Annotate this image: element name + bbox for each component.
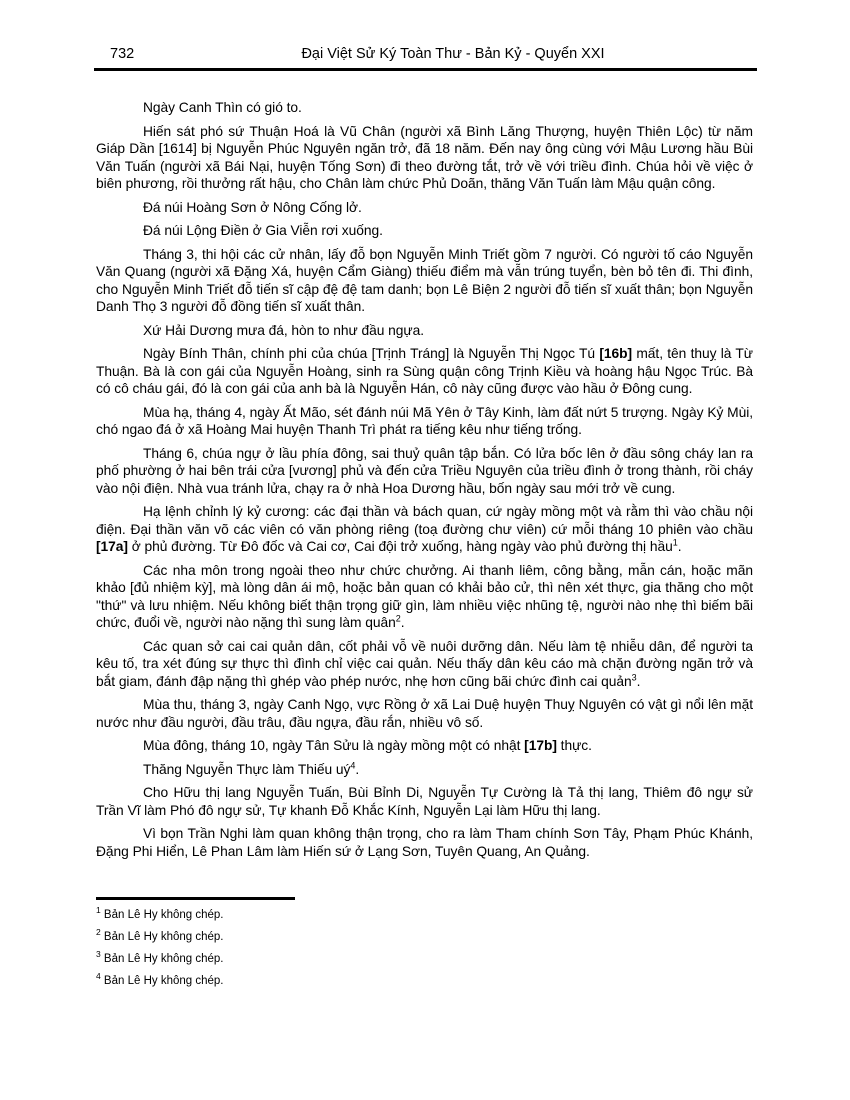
- footnote: [96, 927, 756, 944]
- text-run: Mùa thu, tháng 3, ngày Canh Ngọ, vực Rồng ở xã Lai Duệ huyện Thuỵ Nguyên có vật gì nổi lên mặt nước như đầu người, đầu trâu, đầu ngựa, đầu rắn, nhiều vô số.: [96, 697, 753, 730]
- document-body: [96, 99, 753, 866]
- paragraph: [96, 404, 753, 439]
- text-run: Mùa đông, tháng 10, ngày Tân Sửu là ngày mồng một có nhật: [143, 738, 525, 753]
- text-run: Đá núi Lộng Điền ở Gia Viễn rơi xuống.: [143, 223, 383, 238]
- text-run: Vì bọn Trần Nghi làm quan không thận trọng, cho ra làm Tham chính Sơn Tây, Phạm Phúc Khánh, Đặng Phi Hiển, Lê Phan Lâm làm Hiến sứ ở Lạng Sơn, Tuyên Quang, An Quảng.: [96, 826, 753, 859]
- paragraph: [96, 123, 753, 193]
- footnote-ref: 3: [631, 671, 637, 682]
- text-run: Đá núi Hoàng Sơn ở Nông Cống lở.: [143, 199, 362, 215]
- text-run: .: [677, 539, 682, 554]
- text-run: .: [400, 615, 405, 630]
- paragraph: [96, 445, 753, 498]
- paragraph: [96, 345, 753, 398]
- footnote: [96, 905, 756, 922]
- footnote-marker: 1: [96, 905, 101, 916]
- text-run: Hạ lệnh chỉnh lý kỷ cương: các đại thần và bách quan, cứ ngày mồng một và rằm thì vào chầu nội điện. Đại thần văn võ các viên có văn phòng riêng (toạ đường chư viên) cứ mỗi tháng 10 phiên vào chầu: [96, 504, 753, 537]
- footnote-ref: 2: [395, 613, 401, 624]
- footnote: [96, 949, 756, 966]
- folio-marker: [16b]: [599, 346, 633, 361]
- text-run: Ngày Canh Thìn có gió to.: [143, 100, 302, 115]
- text-run: .: [355, 761, 360, 777]
- paragraph: [96, 199, 753, 217]
- text-run: mất, tên thuỵ là Từ Thuận. Bà là con gái của Nguyễn Hoàng, sinh ra Sùng quận công Trịnh Kiều và hoàng hậu Ngọc Trúc. Bà có cô cháu gái, đó là con gái của anh bà là Nguyễn Hán, cô này cũng được vào hầu ở Đông cung.: [96, 346, 753, 396]
- text-run: thực.: [556, 738, 592, 753]
- text-run: Thăng Nguyễn Thực làm Thiếu uý: [143, 761, 351, 777]
- footnote-marker: 3: [96, 949, 101, 960]
- text-run: Các quan sở cai cai quản dân, cốt phải vỗ về nuôi dưỡng dân. Nếu làm tệ nhiễu dân, để người ta kêu tố, tra xét đúng sự thực thì đình chỉ việc cai quản. Nếu thấy dân kêu cáo mà chặn đường ngăn trở và bắt giam, đánh đập nặng thì ghép vào phép nước, nhẹ hơn cũng bãi chức đình cai quản: [96, 638, 753, 689]
- paragraph: [96, 825, 753, 860]
- text-run: Xứ Hải Dương mưa đá, hòn to như đầu ngựa.: [143, 322, 424, 338]
- footnote-text: Bản Lê Hy không chép.: [100, 953, 224, 965]
- footnote-block: [96, 897, 756, 988]
- folio-marker: [17a]: [96, 539, 128, 554]
- folio-marker: [17b]: [524, 738, 557, 753]
- page-number: 732: [110, 46, 135, 62]
- footnote: [96, 971, 756, 988]
- text-run: Cho Hữu thị lang Nguyễn Tuấn, Bùi Bỉnh Di, Nguyễn Tự Cường là Tả thị lang, Thiêm đô ngự sử Trần Vĩ làm Phó đô ngự sử, Tự khanh Đỗ Khắc Kính, Nguyễn Lại làm Hữu thị lang.: [96, 785, 753, 818]
- paragraph: [96, 761, 753, 779]
- header-rule: [94, 68, 757, 71]
- text-run: Mùa hạ, tháng 4, ngày Ất Mão, sét đánh núi Mã Yên ở Tây Kinh, làm đất nứt 5 trượng. Ngày Kỷ Mùi, chó ngao đá ở xã Hoàng Mai huyện Thanh Trì phát ra tiếng kêu như tiếng trống.: [96, 404, 753, 437]
- footnote-text: Bản Lê Hy không chép.: [100, 909, 224, 921]
- page-title: Đại Việt Sử Ký Toàn Thư - Bản Kỷ - Quyển XXI: [301, 46, 605, 62]
- footnote-separator: [96, 897, 295, 900]
- footnote-text: Bản Lê Hy không chép.: [100, 931, 224, 943]
- paragraph: [96, 99, 753, 117]
- text-run: Tháng 6, chúa ngự ở lầu phía đông, sai thuỷ quân tập bắn. Có lửa bốc lên ở đầu sông cháy lan ra phố phường ở hai bên trái cửa [vương] phủ và đến cửa Triều Nguyên của triều đình ở trong thành, rồi cháy vào nội điện. Nhà vua tránh lửa, chạy ra ở nhà Hoa Dương hầu, bốn ngày sau mới trở về cung.: [96, 445, 753, 496]
- text-run: Các nha môn trong ngoài theo như chức chưởng. Ai thanh liêm, công bằng, mẫn cán, hoặc mãn khảo [đủ nhiệm kỳ], mà lòng dân ái mộ, hoặc bản quan có khải bảo cử, thì nên xét thực, gia thăng cho một "thứ" và lưu nhiệm. Nếu không biết thận trọng giữ gìn, làm nhiều việc nhũng tệ, người nào nhẹ thì biếm bãi chức, đuổi về, người nào nặng thì sung làm quân: [96, 562, 753, 630]
- footnote-ref: 1: [672, 537, 678, 548]
- text-run: Ngày Bính Thân, chính phi của chúa [Trịnh Tráng] là Nguyễn Thị Ngọc Tú: [143, 346, 600, 361]
- text-run: ở phủ đường. Từ Đô đốc và Cai cơ, Cai đội trở xuống, hàng ngày vào phủ đường thị hầu: [127, 539, 673, 554]
- paragraph: [96, 246, 753, 316]
- footnote-ref: 4: [350, 759, 356, 770]
- footnote-text: Bản Lê Hy không chép.: [100, 975, 224, 987]
- footnote-marker: 2: [96, 927, 101, 938]
- footnotes: [96, 905, 756, 988]
- paragraph: [96, 696, 753, 731]
- text-run: Tháng 3, thi hội các cử nhân, lấy đỗ bọn Nguyễn Minh Triết gồm 7 người. Có người tố cáo Nguyễn Văn Quang (người xã Đặng Xá, huyện Cẩm Giàng) thiếu điểm mà vẫn trúng tuyển, bèn bỏ tên đi. Thi đình, cho Nguyễn Minh Triết đỗ tiến sĩ cập đệ đệ tam danh; bọn Lê Biện 2 người đỗ tiến sĩ xuất thân; bọn Nguyễn Danh Thọ 3 người đỗ đồng tiến sĩ xuất thân.: [96, 246, 753, 314]
- paragraph: [96, 638, 753, 691]
- paragraph: [96, 222, 753, 240]
- page-header: [96, 45, 756, 65]
- paragraph: [96, 562, 753, 632]
- paragraph: [96, 737, 753, 755]
- paragraph: [96, 784, 753, 819]
- text-run: Hiến sát phó sứ Thuận Hoá là Vũ Chân (người xã Bình Lăng Thượng, huyện Thiên Lộc) từ năm Giáp Dần [1614] bị Nguyễn Phúc Nguyên ngăn trở, đã 18 năm. Đến nay ông cùng với Mậu Lương hầu Bùi Văn Tuấn (người xã Bái Nại, huyện Tống Sơn) đi theo đường tắt, trở về với triều đình. Chúa hỏi về việc ở biên phương, rồi thưởng rất hậu, cho Chân làm chức Phủ Doãn, thăng Văn Tuấn làm Mậu quận công.: [96, 123, 753, 191]
- text-run: .: [636, 673, 641, 689]
- footnote-marker: 4: [96, 971, 101, 982]
- paragraph: [96, 503, 753, 556]
- paragraph: [96, 322, 753, 340]
